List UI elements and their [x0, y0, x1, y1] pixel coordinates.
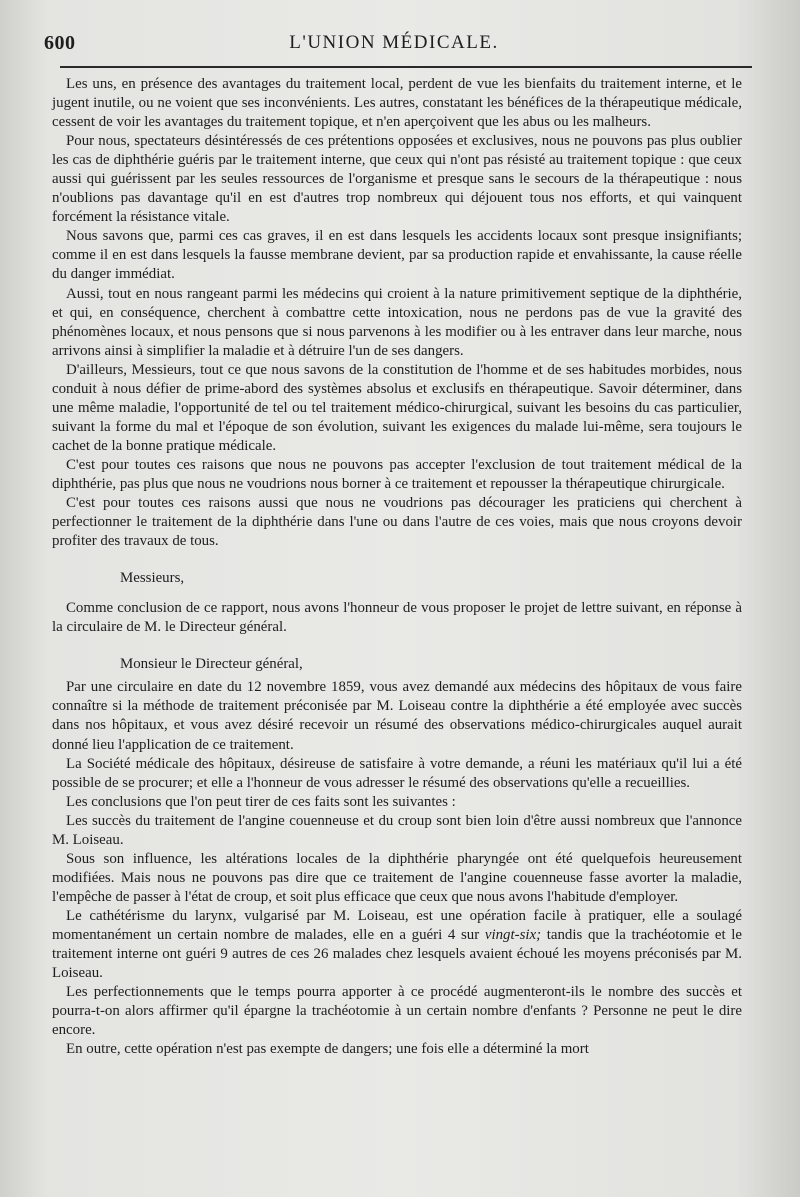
letter-paragraph: En outre, cette opération n'est pas exempte de dangers; une fois elle a déterminé la mort	[66, 1041, 589, 1058]
paragraph: C'est pour toutes ces raisons aussi que nous ne voudrions pas décourager les praticiens qui cherchent à perfectionner le traitement de la diphthérie dans l'une ou dans l'autre de ces voies, mais que nous croyons devoir profiter des travaux de tous.	[52, 495, 742, 550]
letter-paragraph: Les succès du traitement de l'angine couenneuse et du croup sont bien loin d'être aussi nombreux que l'annonce M. Loiseau.	[52, 812, 742, 848]
paragraph: D'ailleurs, Messieurs, tout ce que nous savons de la constitution de l'homme et de ses habitudes morbides, nous conduit à nous défier de prime-abord des systèmes absolus et exclusifs en thérapeutique. Savoir déterminer, dans une même maladie, l'opportunité de tel ou tel traitement médico-chirurgical, suivant les besoins du cas particulier, suivant la forme du mal et l'époque de son évolution, suivant les exigences du malade lui-même, sera toujours le cachet de la bonne pratique médicale.	[52, 361, 742, 454]
letter-paragraph: Les perfectionnements que le temps pourra apporter à ce procédé augmenteront-ils le nombre des succès et pourra-t-on alors affirmer qu'il épargne la trachéotomie à un certain nombre d'enfants ? Personne ne peut le dire encore.	[52, 984, 742, 1039]
conclusion-paragraph: Comme conclusion de ce rapport, nous avons l'honneur de vous proposer le projet de lettre suivant, en réponse à la circulaire de M. le Directeur général.	[52, 600, 742, 636]
running-header	[44, 30, 744, 62]
salutation-messieurs: Messieurs,	[120, 570, 185, 587]
article-body	[52, 75, 742, 1059]
journal-title: L'UNION MÉDICALE.	[289, 32, 499, 53]
letter-paragraph: Les conclusions que l'on peut tirer de ces faits sont les suivantes :	[66, 793, 456, 810]
letter-paragraph: Par une circulaire en date du 12 novembre 1859, vous avez demandé aux médecins des hôpitaux de vous faire connaître si la méthode de traitement préconisée par M. Loiseau contre la diphthérie a été employée avec succès dans nos hôpitaux, et vous avez désiré recevoir un résumé des observations médico-chirurgicales auquel aurait donné lieu l'application de ce traitement.	[52, 679, 742, 753]
header-rule	[60, 66, 752, 68]
paragraph: Aussi, tout en nous rangeant parmi les médecins qui croient à la nature primitivement septique de la diphthérie, et qui, en conséquence, cherchent à combattre cette intoxication, nous ne perdons pas de vue la gravité des phénomènes locaux, et nous pensons que si nous parvenons à les modifier ou à les entraver dans leur marche, nous arrivons ainsi à simplifier la maladie et à détruire l'un de ses dangers.	[52, 285, 742, 359]
paragraph: Nous savons que, parmi ces cas graves, il en est dans lesquels les accidents locaux sont presque insignifiants; comme il en est dans lesquels la fausse membrane devient, par sa production rapide et envahissante, la cause réelle du danger immédiat.	[52, 228, 742, 283]
paragraph: Les uns, en présence des avantages du traitement local, perdent de vue les bienfaits du traitement interne, et le jugent inutile, ou ne voient que ses inconvénients. Les autres, constatant les bénéfices de la thérapeutique médicale, cessent de voir les avantages du traitement topique, et n'en aperçoivent que les abus ou les malheurs.	[52, 76, 742, 131]
italic-count: vingt-six;	[484, 926, 542, 943]
letter-paragraph	[52, 907, 742, 983]
letter-text: Le cathétérisme du larynx, vulgarisé par M. Loiseau, est une opération facile à pratiquer, elle a soulagé momentanément un certain nombre de malades, elle en a guéri 4 sur	[52, 907, 742, 943]
letter-paragraph: Sous son influence, les altérations locales de la diphthérie pharyngée ont été quelquefois heureusement modifiées. Mais nous ne pouvons pas dire que ce traitement de l'angine couenneuse fasse avorter la maladie, l'empêche de passer à l'état de croup, et soit plus efficace que ceux que nous avons l'habitude d'employer.	[52, 850, 742, 905]
letter-text: tandis que la trachéotomie et le traitement interne ont guéri 9 autres de ces 26 malades chez lesquels avaient échoué les moyens préconisés par M. Loiseau.	[52, 926, 742, 982]
paragraph: Pour nous, spectateurs désintéressés de ces prétentions opposées et exclusives, nous ne pouvons pas plus oublier les cas de diphthérie guéris par le traitement interne, que ceux qui n'ont pas résisté au traitement topique : que ceux aussi qui guérissent par les seules ressources de l'organisme et presque sans le secours de la thérapeutique : nous n'oublions pas davantage qu'il en est d'autres trop nombreux qui déjouent tous nos efforts, et qui vainquent forcément la résistance vitale.	[52, 133, 742, 226]
salutation-directeur: Monsieur le Directeur général,	[120, 656, 303, 673]
page-number: 600	[44, 32, 76, 54]
paragraph: C'est pour toutes ces raisons que nous ne pouvons pas accepter l'exclusion de tout traitement médical de la diphthérie, pas plus que nous ne voudrions nous borner à ce traitement et repousser la thérapeutique chirurgicale.	[52, 456, 742, 492]
letter-paragraph: La Société médicale des hôpitaux, désireuse de satisfaire à votre demande, a réuni les matériaux qu'il lui a été possible de se procurer; et elle a l'honneur de vous adresser le résumé des observations qu'elle a recueillies.	[52, 755, 742, 791]
